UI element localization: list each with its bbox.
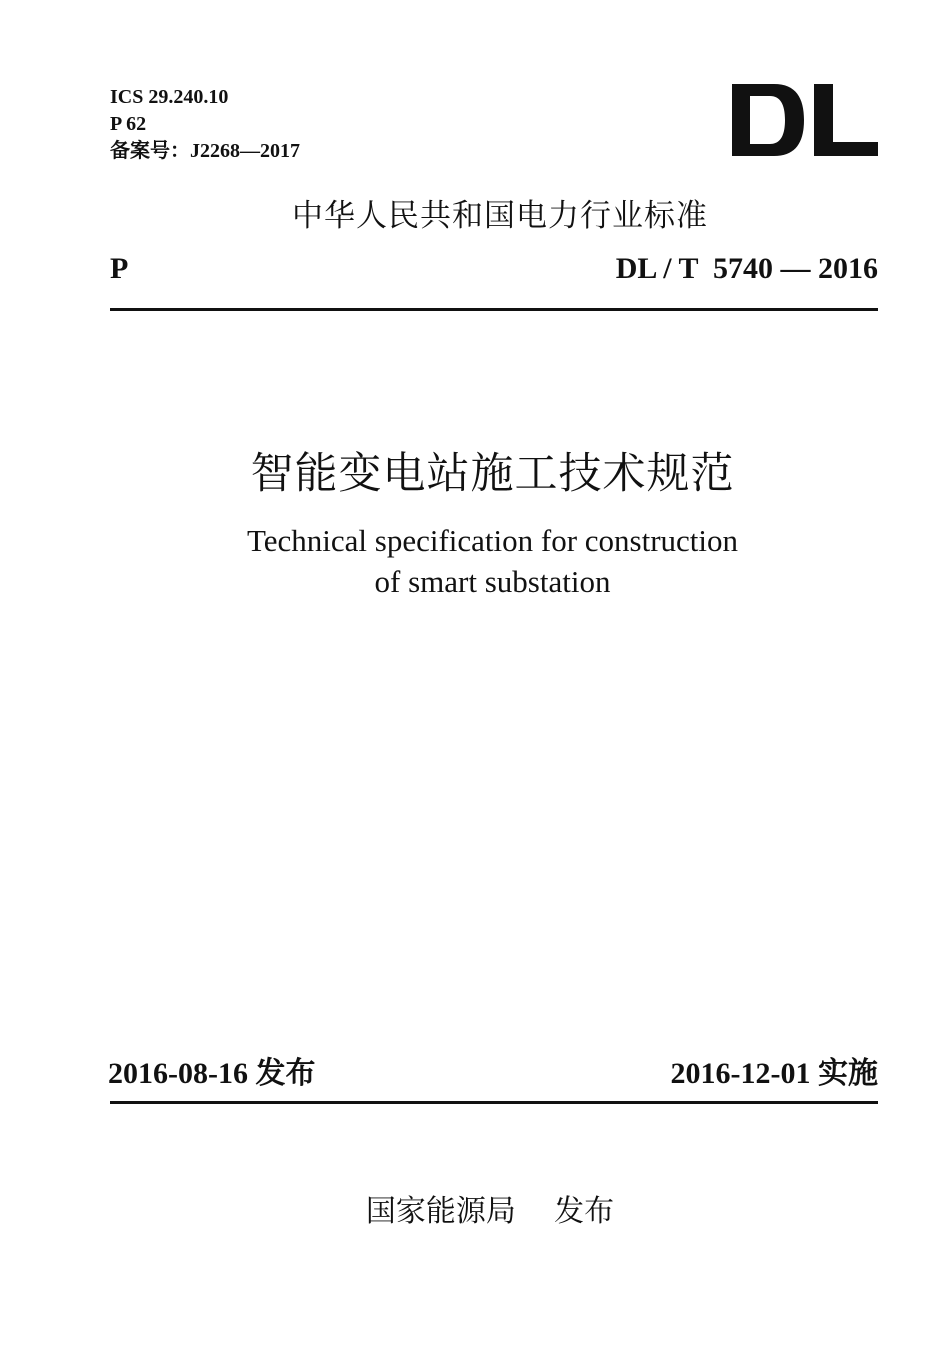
ics-code: ICS 29.240.10 bbox=[110, 86, 229, 108]
english-title-line-2: of smart substation bbox=[374, 564, 611, 599]
top-divider bbox=[110, 308, 878, 311]
bottom-divider bbox=[110, 1101, 878, 1104]
agency-title: 中华人民共和国电力行业标准 bbox=[292, 198, 708, 234]
chinese-title: 智能变电站施工技术规范 bbox=[250, 449, 735, 499]
english-title bbox=[0, 520, 950, 602]
standard-number: DL / T 5740 — 2016 bbox=[615, 252, 878, 285]
publisher: 国家能源局 发布 bbox=[365, 1194, 615, 1229]
header-codes bbox=[110, 84, 300, 165]
filing-number: 备案号：J2268—2017 bbox=[110, 140, 300, 162]
effective-date: 2016-12-01 实施 bbox=[670, 1057, 878, 1090]
english-title-line-1: Technical specification for construction bbox=[246, 523, 739, 558]
dl-logo bbox=[730, 82, 880, 158]
ccs-code: P 62 bbox=[110, 113, 147, 135]
classification-code: P bbox=[110, 252, 129, 285]
issue-date: 2016-08-16 发布 bbox=[108, 1057, 316, 1090]
dl-logo-text: DL bbox=[804, 127, 806, 128]
